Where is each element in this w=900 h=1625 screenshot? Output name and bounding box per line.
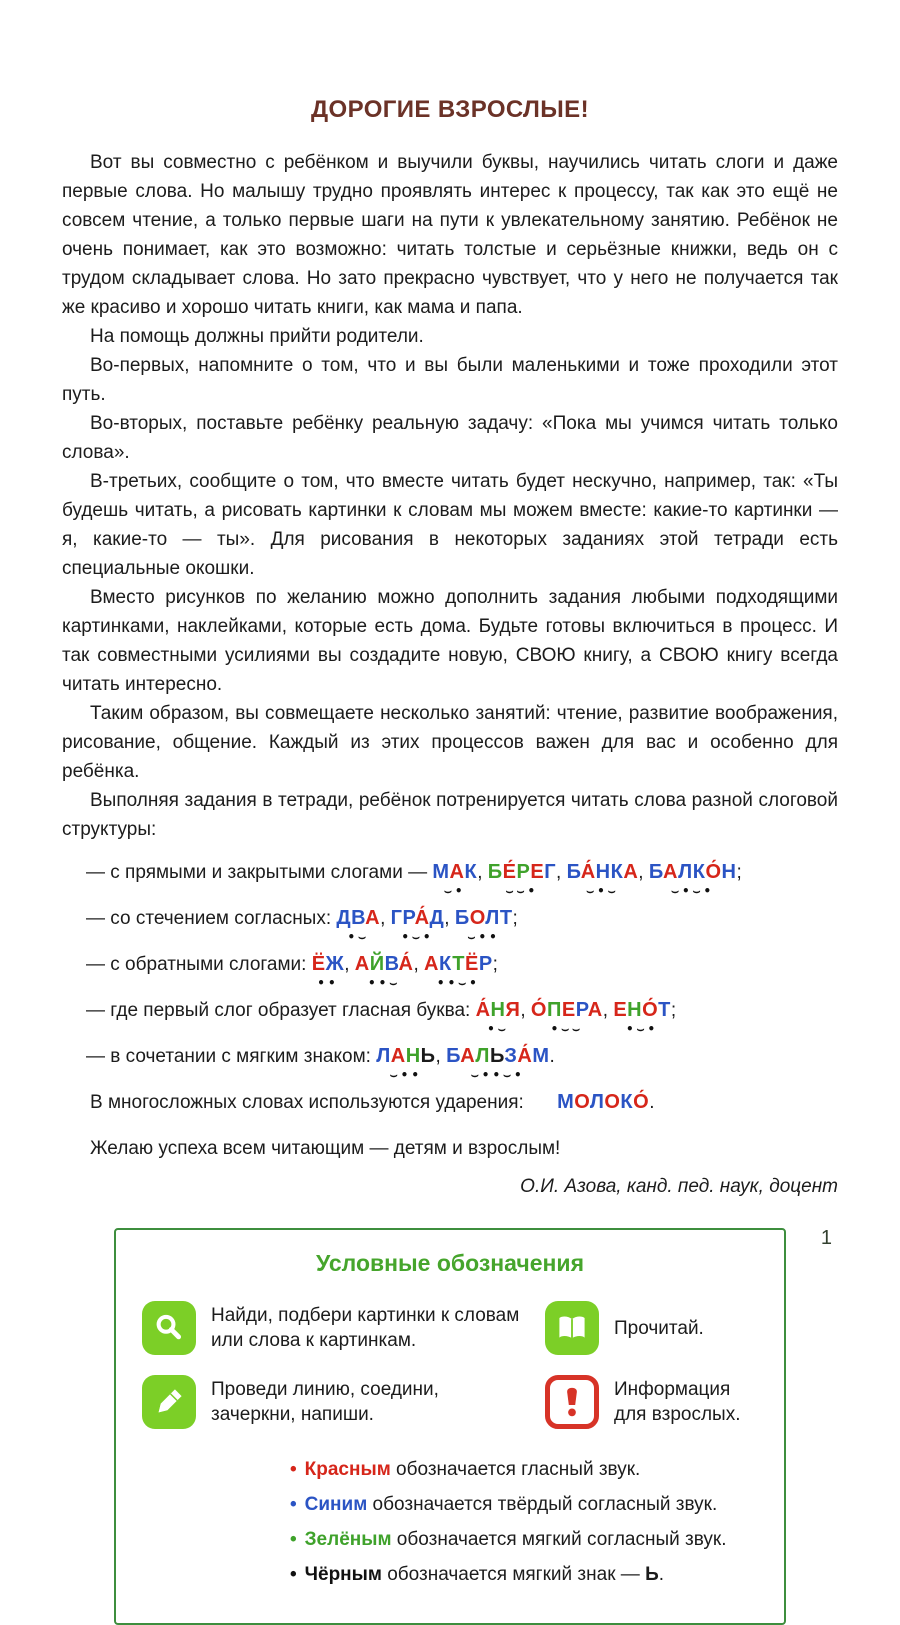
- syllable-marks: ⌣•: [444, 884, 466, 898]
- legend-item: [142, 1301, 527, 1355]
- pencil-icon: [142, 1375, 196, 1429]
- colored-word: ЕНО́Т •⌣•: [613, 997, 671, 1023]
- word-line-label: — со стечением согласных:: [86, 908, 337, 929]
- page-number: 1: [820, 1227, 832, 1249]
- legend-item-text: Прочитай.: [614, 1317, 704, 1339]
- colored-word: О́ПЕРА •⌣⌣: [531, 997, 603, 1023]
- colored-word: ЛАНЬ ⌣••: [376, 1043, 435, 1069]
- author-signature: О.И. Азова, канд. пед. наук, доцент: [520, 1176, 838, 1197]
- legend-item: [142, 1375, 527, 1429]
- paragraph: Выполняя задания в тетради, ребёнок потренируется читать слова разной слоговой структуры:: [62, 790, 838, 840]
- colored-word: МОЛОКО́: [557, 1091, 650, 1113]
- syllable-marks: ⌣••⌣•: [470, 1068, 525, 1082]
- word-line-label: — где первый слог образует гласная буква:: [86, 1000, 476, 1021]
- legend-box: [114, 1228, 786, 1625]
- word-line-label: — в сочетании с мягким знаком:: [86, 1046, 377, 1067]
- book-page: [0, 96, 900, 1625]
- colored-word: БА́НКА ⌣•⌣: [567, 859, 639, 885]
- syllable-marks: •⌣•: [401, 930, 434, 944]
- bullet-dot-icon: •: [290, 1529, 297, 1550]
- colored-word: АЙВА́ ••⌣: [355, 951, 414, 977]
- closing-wish: Желаю успеха всем читающим — детям и взрослым!: [90, 1138, 561, 1159]
- colored-word: БАЛЬЗА́М ⌣••⌣•: [446, 1043, 549, 1069]
- colored-word: БЕ́РЕГ ⌣⌣•: [488, 859, 556, 885]
- legend-bullet: • Чёрным обозначается мягкий знак — Ь.: [290, 1564, 665, 1585]
- syllable-marks: •⌣: [347, 930, 370, 944]
- word-line-label: В многосложных словах используются ударения:: [90, 1092, 530, 1113]
- paragraph: В-третьих, сообщите о том, что вместе читать будет нескучно, например, так: «Ты будешь читать, а рисовать картинки к словам мы можем вместе: какие-то картинки — я, какие-то — ты». Для рисования в некоторых заданиях этой тетради есть специальные окошки.: [62, 471, 838, 579]
- word-line-label: — с прямыми и закрытыми слогами —: [86, 862, 433, 883]
- exclamation-icon: [545, 1375, 599, 1429]
- syllable-marks: •⌣•: [625, 1022, 659, 1036]
- bullet-dot-icon: •: [290, 1564, 297, 1585]
- legend-item-text: Проведи линию, соедини, зачеркни, напиши.: [211, 1379, 439, 1425]
- legend-item: [545, 1301, 758, 1355]
- legend-item: [545, 1375, 758, 1429]
- colored-word: ЁЖ ••: [312, 951, 344, 977]
- intro-paragraphs: [62, 148, 838, 844]
- colored-word: БАЛКО́Н ⌣•⌣•: [649, 859, 737, 885]
- bullet-dot-icon: •: [290, 1459, 297, 1480]
- paragraph: Вместо рисунков по желанию можно дополнить задания любыми подходящими картинками, наклейками, которые есть дома. Будьте готовы включиться в процесс. И так совместными усилиями вы создадите новую, СВОЮ книгу, а СВОЮ книгу всегда читать интересно.: [62, 587, 838, 695]
- word-line: — с обратными слогами: ЁЖ •• , АЙВА́ ••⌣ , АКТЁР ••⌣• ;: [62, 951, 838, 978]
- syllable-marks: ⌣⌣•: [505, 884, 539, 898]
- legend-bullet: • Красным обозначается гласный звук.: [290, 1459, 641, 1480]
- colored-word: БОЛТ ⌣••: [455, 905, 513, 931]
- word-line: В многосложных словах используются ударения: МОЛОКО́.: [90, 1091, 655, 1113]
- syllable-marks: •⌣⌣: [550, 1022, 584, 1036]
- word-line: — с прямыми и закрытыми слогами — МАК ⌣• , БЕ́РЕГ ⌣⌣• , БА́НКА ⌣•⌣ , БАЛКО́Н ⌣•⌣• ;: [62, 859, 838, 886]
- book-icon: [545, 1301, 599, 1355]
- magnifier-icon: [142, 1301, 196, 1355]
- word-line: — где первый слог образует гласная буква: А́НЯ •⌣ , О́ПЕРА •⌣⌣ , ЕНО́Т •⌣• ;: [62, 997, 838, 1024]
- word-line: — в сочетании с мягким знаком: ЛАНЬ ⌣•• , БАЛЬЗА́М ⌣••⌣• .: [62, 1043, 838, 1070]
- paragraph: Таким образом, вы совмещаете несколько занятий: чтение, развитие воображения, рисование, общение. Каждый из этих процессов важен для вас и особенно для ребёнка.: [62, 703, 838, 782]
- paragraph: На помощь должны прийти родители.: [90, 326, 424, 347]
- legend-bullet: • Зелёным обозначается мягкий согласный звук.: [290, 1529, 727, 1550]
- bullet-dot-icon: •: [290, 1494, 297, 1515]
- legend-color-key: [290, 1457, 758, 1588]
- legend-title: Условные обозначения: [315, 1250, 584, 1276]
- colored-word: ГРА́Д •⌣•: [391, 905, 445, 931]
- legend-item-text: Информация для взрослых.: [614, 1379, 741, 1425]
- word-line: — со стечением согласных: ДВА •⌣ , ГРА́Д •⌣• , БОЛТ ⌣•• ;: [62, 905, 838, 932]
- syllable-marks: ••: [317, 976, 339, 990]
- page-title: ДОРОГИЕ ВЗРОСЛЫЕ!: [311, 96, 589, 123]
- paragraph: Вот вы совместно с ребёнком и выучили буквы, научились читать слоги и даже первые слова. Но малышу трудно проявлять интерес к процессу, так как это ещё не совсем чтение, а только первые шаги на пути к увлекательному занятию. Ребёнок не очень понимает, как это возможно: читать толстые и серьёзные книжки, ведь он с трудом складывает слова. Но зато прекрасно чувствует, что у него не получается так же красиво и хорошо читать книги, как мама и папа.: [62, 152, 838, 318]
- legend-bullet: • Синим обозначается твёрдый согласный звук.: [290, 1494, 718, 1515]
- syllable-marks: ⌣••: [467, 930, 500, 944]
- legend-items: [142, 1301, 758, 1429]
- paragraph: Во-вторых, поставьте ребёнку реальную задачу: «Пока мы учимся читать только слова».: [62, 413, 838, 463]
- syllable-marks: •⌣: [487, 1022, 509, 1036]
- syllable-marks: ••⌣•: [436, 976, 480, 990]
- colored-word: АКТЁР ••⌣•: [424, 951, 493, 977]
- colored-word: А́НЯ •⌣: [476, 997, 521, 1023]
- word-line-label: — с обратными слогами:: [86, 954, 312, 975]
- colored-word: ДВА •⌣: [336, 905, 380, 931]
- syllable-marks: ••⌣: [367, 976, 401, 990]
- syllable-marks: ⌣•⌣: [586, 884, 619, 898]
- paragraph: Во-первых, напомните о том, что и вы были маленькими и тоже проходили этот путь.: [62, 355, 838, 405]
- word-structure-list: [62, 859, 838, 1116]
- syllable-marks: ⌣•⌣•: [671, 884, 715, 898]
- legend-item-text: Найди, подбери картинки к словам или слова к картинкам.: [211, 1305, 520, 1351]
- colored-word: МАК ⌣•: [432, 859, 477, 885]
- syllable-marks: ⌣••: [389, 1068, 422, 1082]
